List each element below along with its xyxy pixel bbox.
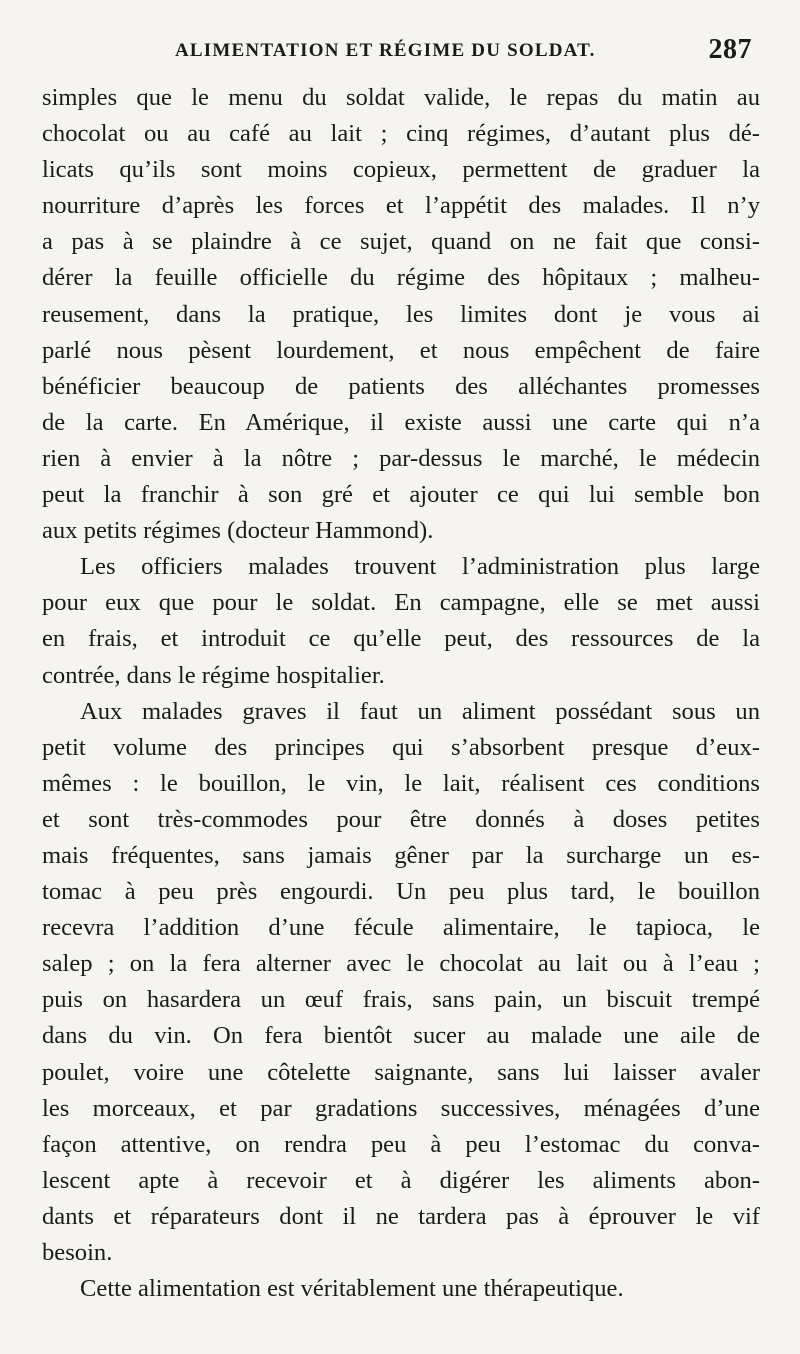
text-line: lescent apte à recevoir et à digérer les aliments abon-	[42, 1166, 760, 1194]
text-line: salep ; on la fera alterner avec le chocolat au lait ou à l’eau ;	[42, 950, 760, 978]
text-line: a pas à se plaindre à ce sujet, quand on ne fait que consi-	[42, 228, 760, 256]
text-line: besoin.	[42, 1239, 113, 1266]
text-line: dans du vin. On fera bientôt sucer au malade une aile de	[42, 1022, 760, 1050]
text-line: bénéficier beaucoup de patients des alléchantes promesses	[42, 372, 760, 400]
text-line: Les officiers malades trouvent l’administration plus large	[80, 553, 760, 581]
body-text	[42, 80, 760, 1307]
text-line: recevra l’addition d’une fécule alimentaire, le tapioca, le	[42, 914, 760, 942]
text-line: tomac à peu près engourdi. Un peu plus tard, le bouillon	[42, 878, 760, 906]
running-title: ALIMENTATION ET RÉGIME DU SOLDAT.	[175, 40, 596, 61]
running-head	[40, 34, 752, 72]
text-line: pour eux que pour le soldat. En campagne, elle se met aussi	[42, 589, 760, 617]
text-line: poulet, voire une côtelette saignante, sans lui laisser avaler	[42, 1058, 760, 1086]
text-line: peut la franchir à son gré et ajouter ce qui lui semble bon	[42, 481, 760, 509]
text-line: dants et réparateurs dont il ne tardera pas à éprouver le vif	[42, 1202, 760, 1230]
text-line: chocolat ou au café au lait ; cinq régimes, d’autant plus dé-	[42, 120, 760, 148]
text-line: puis on hasardera un œuf frais, sans pain, un biscuit trempé	[42, 986, 760, 1014]
text-line: dérer la feuille officielle du régime des hôpitaux ; malheu-	[42, 264, 760, 292]
text-line: licats qu’ils sont moins copieux, permettent de graduer la	[42, 156, 760, 184]
text-line: aux petits régimes (docteur Hammond).	[42, 517, 434, 545]
text-line: simples que le menu du soldat valide, le repas du matin au	[42, 84, 760, 111]
text-line: nourriture d’après les forces et l’appétit des malades. Il n’y	[42, 192, 760, 220]
text-line: façon attentive, on rendra peu à peu l’estomac du conva-	[42, 1130, 760, 1158]
text-line: mêmes : le bouillon, le vin, le lait, réalisent ces conditions	[42, 769, 760, 797]
text-line: et sont très-commodes pour être donnés à doses petites	[42, 805, 760, 833]
text-line: de la carte. En Amérique, il existe aussi une carte qui n’a	[42, 408, 760, 436]
text-line: Cette alimentation est véritablement une thérapeutique.	[80, 1275, 624, 1303]
text-line: reusement, dans la pratique, les limites dont je vous ai	[42, 300, 760, 328]
text-line: les morceaux, et par gradations successives, ménagées d’une	[42, 1094, 760, 1122]
text-line: contrée, dans le régime hospitalier.	[42, 661, 385, 689]
text-line: parlé nous pèsent lourdement, et nous empêchent de faire	[42, 336, 760, 364]
text-line: rien à envier à la nôtre ; par-dessus le marché, le médecin	[42, 444, 760, 472]
text-line: mais fréquentes, sans jamais gêner par la surcharge un es-	[42, 841, 760, 869]
page-number: 287	[708, 34, 752, 65]
text-line: petit volume des principes qui s’absorbent presque d’eux-	[42, 733, 760, 761]
text-line: en frais, et introduit ce qu’elle peut, des ressources de la	[42, 625, 760, 653]
text-line: Aux malades graves il faut un aliment possédant sous un	[80, 697, 760, 725]
